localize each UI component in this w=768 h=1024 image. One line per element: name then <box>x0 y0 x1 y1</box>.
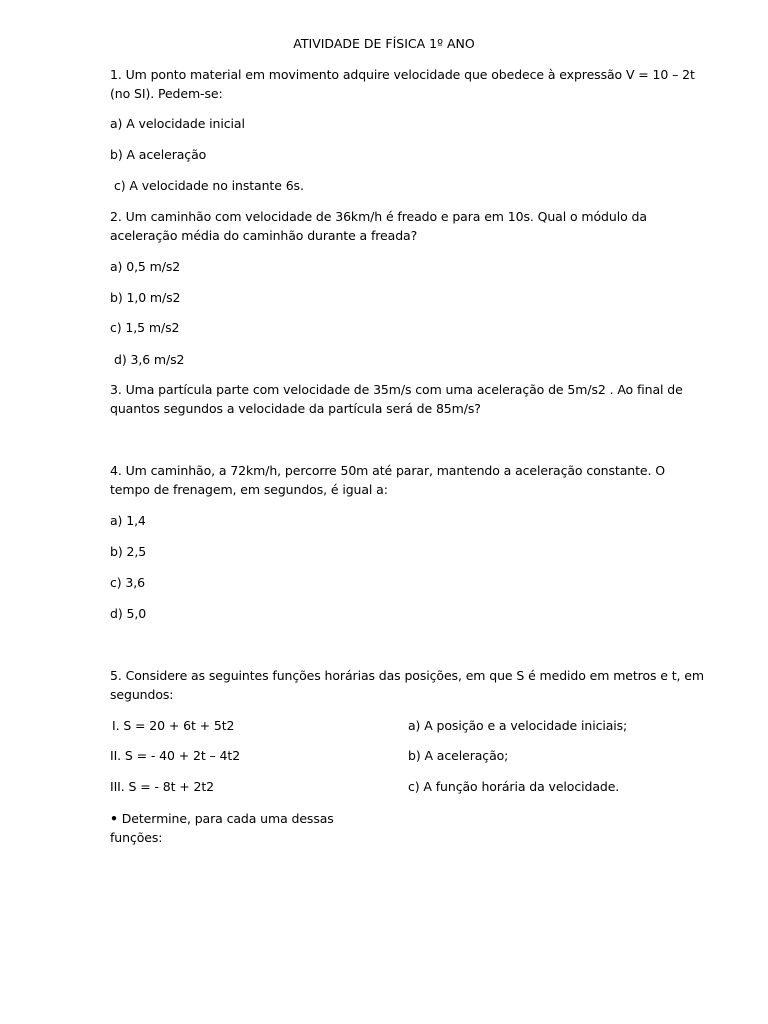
q3-text-line1: 3. Uma partícula parte com velocidade de 35m/s com uma aceleração de 5m/s2 . Ao final de <box>110 382 683 397</box>
q3-text-line2: quantos segundos a velocidade da partícula será de 85m/s? <box>110 401 481 416</box>
q2-text-line1: 2. Um caminhão com velocidade de 36km/h é freado e para em 10s. Qual o módulo da <box>110 209 647 224</box>
q1-option-b: b) A aceleração <box>110 147 207 162</box>
q2-option-c: c) 1,5 m/s2 <box>110 320 180 335</box>
page-title: ATIVIDADE DE FÍSICA 1º ANO <box>293 36 475 51</box>
bullet-icon: • <box>110 811 118 826</box>
q5-determine-line1 <box>110 809 334 828</box>
q1-option-c: c) A velocidade no instante 6s. <box>114 178 304 193</box>
q5-determine-text: Determine, para cada uma dessas <box>121 811 334 826</box>
q5-text-line1: 5. Considere as seguintes funções horárias das posições, em que S é medido em metros e t, em <box>110 668 704 683</box>
q1-text-line2: (no SI). Pedem-se: <box>110 86 223 101</box>
q2-option-d: d) 3,6 m/s2 <box>114 352 185 367</box>
q5-text-line2: segundos: <box>110 687 174 702</box>
q4-option-a: a) 1,4 <box>110 513 146 528</box>
q4-option-d: d) 5,0 <box>110 606 147 621</box>
q4-text-line2: tempo de frenagem, em segundos, é igual a: <box>110 482 388 497</box>
q5-request-b: b) A aceleração; <box>408 748 509 763</box>
q1-text-line1: 1. Um ponto material em movimento adquire velocidade que obedece à expressão V = 10 – 2t <box>110 67 695 82</box>
q4-option-b: b) 2,5 <box>110 544 147 559</box>
q4-option-c: c) 3,6 <box>110 575 146 590</box>
q2-option-a: a) 0,5 m/s2 <box>110 259 181 274</box>
q5-request-c: c) A função horária da velocidade. <box>408 779 620 794</box>
q5-request-a: a) A posição e a velocidade iniciais; <box>408 718 628 733</box>
q2-text-line2: aceleração média do caminhão durante a freada? <box>110 228 418 243</box>
q5-determine-line2: funções: <box>110 830 163 845</box>
q1-option-a: a) A velocidade inicial <box>110 116 245 131</box>
q5-function-2: II. S = - 40 + 2t – 4t2 <box>110 748 241 763</box>
q4-text-line1: 4. Um caminhão, a 72km/h, percorre 50m até parar, mantendo a aceleração constante. O <box>110 463 665 478</box>
q5-function-1: I. S = 20 + 6t + 5t2 <box>112 718 235 733</box>
q5-function-3: III. S = - 8t + 2t2 <box>110 779 215 794</box>
q2-option-b: b) 1,0 m/s2 <box>110 290 181 305</box>
